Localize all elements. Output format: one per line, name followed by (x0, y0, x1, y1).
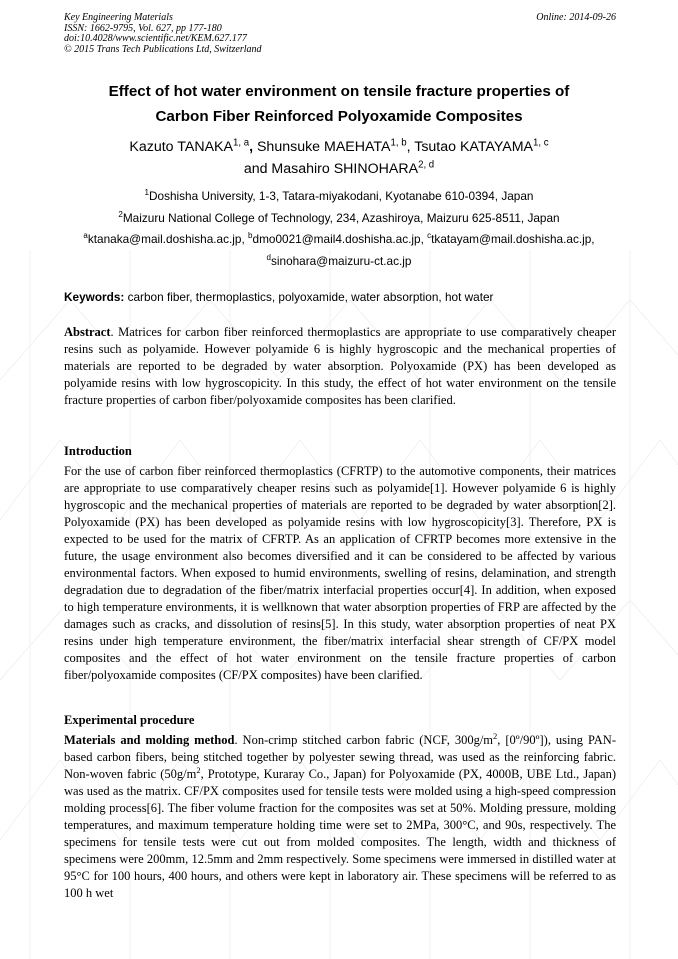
journal-name: Key Engineering Materials (64, 12, 173, 23)
introduction-heading: Introduction (64, 444, 132, 458)
title-line-2: Carbon Fiber Reinforced Polyoxamide Composites (155, 108, 523, 125)
author-name: Tsutao KATAYAMA (410, 139, 534, 155)
doi-line: doi:10.4028/www.scientific.net/KEM.627.177 (64, 33, 247, 44)
affiliation-2 (30, 208, 648, 230)
authors-line-2 (40, 158, 638, 180)
unit-exponent: 2 (493, 730, 498, 741)
author-name: Shunsuke MAEHATA (253, 139, 391, 155)
materials-text: , [0º/90º]), using PAN-based carbon fibers, being stitched together by polyester sewing thread, was used as the reinforcing fabric. Non-woven fabric (50g/m (64, 733, 616, 781)
affiliations (30, 186, 648, 272)
affil-text: Doshisha University, 1-3, Tatara-miyakodani, Kyotanabe 610-0394, Japan (148, 189, 534, 203)
email-mark: c (427, 231, 432, 241)
keywords-text: carbon fiber, thermoplastics, polyoxamide, water absorption, hot water (124, 290, 494, 304)
author-affil-mark: 2, d (418, 159, 435, 171)
author-separator: , (406, 139, 411, 155)
introduction-text: For the use of carbon fiber reinforced thermoplastics (CFRTP) to the automotive components, their matrices are appropriate to use comparatively cheaper resins such as polyamide[1]. However polyamide 6 is highly hygroscopic and the mechanical properties of materials are reported to be degraded by water absorption[2]. Polyoxamide (PX) has been developed as polyamide resins with low hygroscopicity[3]. Therefore, PX is expected to be used for the matrix of CFRTP. As an application of CFRTP becomes more extensive in the future, the usage environment also becomes diversified and it can be considered to be affected by various environmental factors. When exposed to humid environments, swelling of resins, delamination, and strength degradation due to degradation of the fiber/matrix interfacial properties occur[4]. In addition, when exposed to high temperature environments, it is wellknown that water absorption properties of FRP are affected by the damages such as cracks, and dissolution of resins[5]. In this study, water absorption properties of neat PX resins under high temperature environment, the fiber/matrix interfacial shear strength of CF/PX model composites and the effect of hot water environment on the tensile fracture properties of carbon fiber/polyoxamide composites (CF/PX composites) have been clarified. (64, 464, 616, 682)
email-address: sinohara@maizuru-ct.ac.jp (270, 253, 412, 268)
copyright-line: © 2015 Trans Tech Publications Ltd, Switzerland (64, 43, 262, 55)
email-address: dmo0021@mail4.doshisha.ac.jp, (252, 232, 428, 246)
materials-text: . Non-crimp stitched carbon fabric (NCF, 300g/m (234, 733, 494, 747)
issn-line: ISSN: 1662-9795, Vol. 627, pp 177-180 (64, 22, 222, 34)
abstract (64, 324, 616, 409)
affil-mark: 1 (144, 188, 149, 198)
keywords-label: Keywords: (64, 290, 125, 304)
author-name: Kazuto TANAKA (129, 139, 233, 155)
email-address: ktanaka@mail.doshisha.ac.jp, (87, 232, 249, 246)
keywords (64, 289, 616, 305)
author-affil-mark: 1, b (390, 137, 407, 149)
emails-line (30, 229, 648, 251)
materials-paragraph (64, 732, 616, 902)
emails-line-2 (30, 251, 648, 273)
author-list (40, 136, 638, 180)
affil-text: Maizuru National College of Technology, 234, Azashiroya, Maizuru 625-8511, Japan (122, 210, 560, 225)
paper-title (40, 79, 638, 129)
author-name: Masahiro SHINOHARA (267, 161, 419, 177)
online-date: Online: 2014-09-26 (536, 12, 616, 23)
email-address: tkatayam@mail.doshisha.ac.jp, (431, 232, 595, 246)
abstract-label: Abstract (64, 325, 111, 339)
author-affil-mark: 1, a (232, 137, 250, 149)
author-and: and (243, 161, 268, 177)
title-line-1: Effect of hot water environment on tensile fracture properties of (108, 83, 570, 100)
experimental-heading: Experimental procedure (64, 713, 195, 727)
email-mark: d (266, 252, 271, 262)
affiliation-1 (30, 186, 648, 208)
abstract-text: . Matrices for carbon fiber reinforced thermoplastics are appropriate to use comparatively cheaper resins such as polyamide. However polyamide 6 is highly hygroscopic and the mechanical properties of materials are reported to be degraded by water absorption. Polyoxamide (PX) has been developed as polyamide resins with low hygroscopicity. In this study, the effect of hot water environment on the tensile fracture properties of carbon fiber/polyoxamide composites has been clarified. (64, 325, 616, 407)
author-separator: , (249, 139, 254, 155)
publication-header (64, 13, 616, 55)
materials-text: , Prototype, Kuraray Co., Japan) for Polyoxamide (PX, 4000B, UBE Ltd., Japan) was used as the matrix. CF/PX composites used for tensile tests were molded using a high-speed compression molding process[6]. The fiber volume fraction for the composites was set at 50%. Molding pressure, molding temperatures, and maximum temperature holding time were set to 2MPa, 300°C, and 90s, respectively. The specimens for tensile tests were cut out from molded composites. The length, width and thickness of specimens were 200mm, 12.5mm and 2mm respectively. Some specimens were immersed in distilled water at 95°C for 100 hours, 400 hours, and others were kept in laboratory air. These specimens will be referred to as 100 h wet (64, 767, 616, 900)
unit-exponent: 2 (196, 764, 201, 775)
author-affil-mark: 1, c (533, 137, 549, 149)
affil-mark: 2 (118, 209, 123, 219)
authors-line-1 (40, 136, 638, 158)
email-mark: b (248, 231, 253, 241)
email-mark: a (83, 231, 88, 241)
materials-subheading: Materials and molding method (64, 733, 235, 747)
